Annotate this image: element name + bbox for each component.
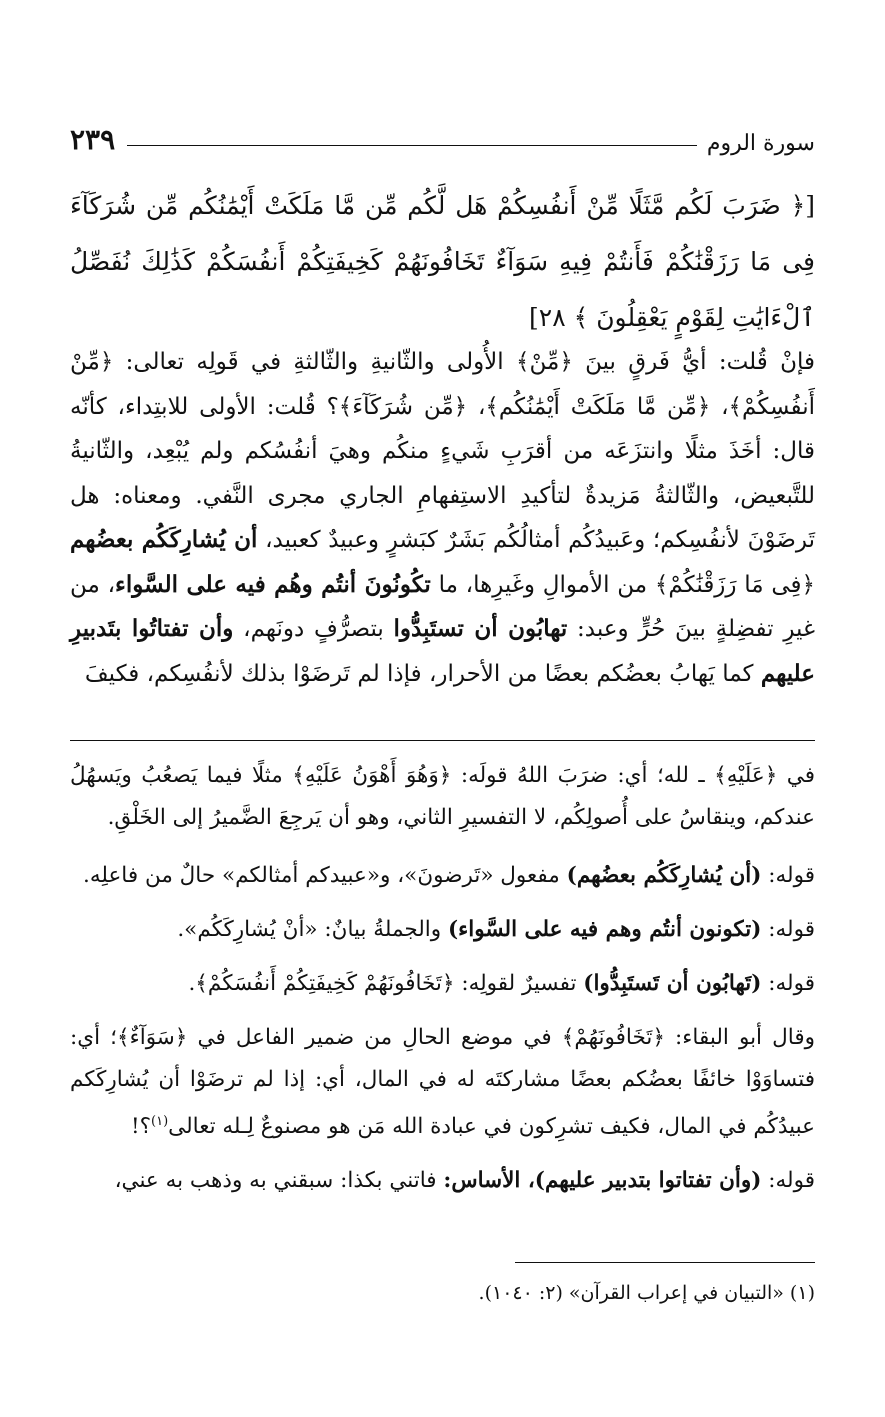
quran-verse: [﴿ ضَرَبَ لَكُم مَّثَلًا مِّنْ أَنفُسِكُمْ هَل لَّكُم مِّن مَّا مَلَكَتْ أَيْمَٰنُكُم مِّن شُرَكَآءَ فِى مَا رَزَقْنَٰكُمْ فَأَنتُمْ فِيهِ سَوَآءٌ تَخَافُونَهُمْ كَخِيفَتِكُمْ أَنفُسَكُمْ كَذَٰلِكَ نُفَصِّلُ ٱلْءَايَٰتِ لِقَوْمٍ يَعْقِلُونَ ﴾ ٢٨]: [70, 191, 816, 332]
note-text: تفسيرٌ لقولِه: ﴿تَخَافُونَهُمْ كَخِيفَتِكُمْ أَنفُسَكُمْ﴾.: [188, 971, 584, 996]
note-paragraph: [70, 1017, 815, 1148]
page-number: ٢٣٩: [70, 123, 116, 156]
section-divider: [70, 740, 815, 741]
note-paragraph: [70, 963, 815, 1005]
footnote-divider: [515, 1262, 815, 1263]
note-text: فاتني بكذا: سبقني به وذهب به عني،: [114, 1168, 444, 1194]
commentary-part: ﴿فِى مَا رَزَقْنَٰكُمْ﴾ من الأموالِ وغَيرِها، ما: [430, 571, 816, 598]
commentary-text: [70, 340, 815, 696]
commentary-part: فإنْ قُلت: أيُّ فَرقٍ بينَ ﴿مِّنْ﴾ الأُولى والثّانيةِ والثّالثةِ في قَولِه تعالى: ﴿مِّنْ أَنفُسِكُمْ﴾، ﴿مِّن مَّا مَلَكَتْ أَيْمَٰنُكُم﴾، ﴿مِّن شُرَكَآءَ﴾؟ قُلت: الأولى للابتِداء، كأنّه قال: أخَذَ مثلًا وانتزَعَه من أقرَبِ شَيءٍ منكُم وهيَ أنفُسُكم ولم يُبْعِد، والثّانيةُ للتَّبعيض، والثّالثةُ مَزيدةٌ لتأكيدِ الاستِفهامِ الجاري مجرى النَّفي. ومعناه: هل تَرضَوْنَ لأنفُسِكم؛ وعَبيدُكُم أمثالُكُم بَشَرٌ كبَشرٍ وعبيدٌ كعبيد،: [70, 349, 816, 553]
note-label: قوله:: [761, 1168, 815, 1194]
note-paragraph: [70, 855, 815, 897]
note-bold: (تكونون أنتُم وهم فيه على السَّواء): [448, 917, 762, 942]
note-paragraph: [70, 1160, 815, 1202]
commentary-bold: تكُونُونَ أنتُم وهُم فيه على السَّواء: [115, 570, 431, 598]
note-label: قوله:: [761, 917, 815, 942]
note-label: قوله:: [761, 863, 815, 888]
note-bold: (وأن تفتاتوا بتدبير عليهم)، الأساس:: [443, 1168, 762, 1194]
marginal-notes: [70, 755, 815, 1214]
note-bold: (أن يُشارِكَكُم بعضُهم): [566, 863, 762, 888]
note-bold: (تَهابُون أن تَستَبِدُّوا): [583, 971, 762, 996]
page-header: [70, 112, 815, 156]
note-paragraph: [70, 909, 815, 951]
footnote: (١) «التبيان في إعراب القرآن» (٢: ١٠٤٠).: [478, 1282, 815, 1304]
commentary-part: ، من غيرِ تفضِلةٍ بينَ حُرٍّ وعبد:: [70, 571, 815, 642]
footnote-marker[interactable]: (١): [151, 1114, 169, 1129]
note-label: قوله:: [761, 971, 815, 996]
commentary-bold: وأن تفتاتُوا بتَدبيرِ عليهم: [70, 615, 815, 687]
commentary-part: كما يَهابُ بعضُكم بعضًا من الأحرار، فإذا لم تَرضَوْا بذلك لأنفُسِكم، فكيفَ: [84, 660, 761, 687]
note-text: والجملةُ بيانٌ: «أنْ يُشارِكَكُم».: [177, 917, 448, 942]
header-rule: [127, 145, 697, 146]
note-text: ؟!: [130, 1114, 152, 1140]
commentary-part: بتصرُّفٍ دونَهم،: [233, 616, 394, 642]
note-text: وقال أبو البقاء: ﴿تَخَافُونَهُمْ﴾ في موضع الحالِ من ضمير الفاعل في ﴿سَوَآءٌ﴾؛ أي: فتساوَوْا خائفًا بعضُكم بعضًا مشاركتَه له في المال، أي: إذا لم ترضَوْا أن يُشارِكَكم عبيدُكُم في المال، فكيف تشرِكون في عبادة الله مَن هو مصنوعٌ لِـله تعالى: [70, 1025, 815, 1140]
note-paragraph: في ﴿عَلَيْهِ﴾ ـ لله؛ أي: ضرَبَ اللهُ قولَه: ﴿وَهُوَ أَهْوَنُ عَلَيْهِ﴾ مثلًا فيما يَصعُبُ ويَسهُلُ عندكم، وينقاسُ على أُصولِكُم، لا التفسيرِ الثاني، وهو أن يَرجِعَ الضَّميرُ إلى الخَلْقِ.: [70, 763, 815, 830]
note-text: مفعول «تَرضونَ»، و«عبيدكم أمثالكم» حالٌ من فاعلِه.: [82, 863, 567, 888]
surah-name: سورة الروم: [706, 131, 815, 156]
commentary-bold: أن يُشارِكَكُم بعضُهم: [70, 526, 258, 553]
commentary-bold: تهابُون أن تستَبِدُّوا: [393, 615, 568, 642]
